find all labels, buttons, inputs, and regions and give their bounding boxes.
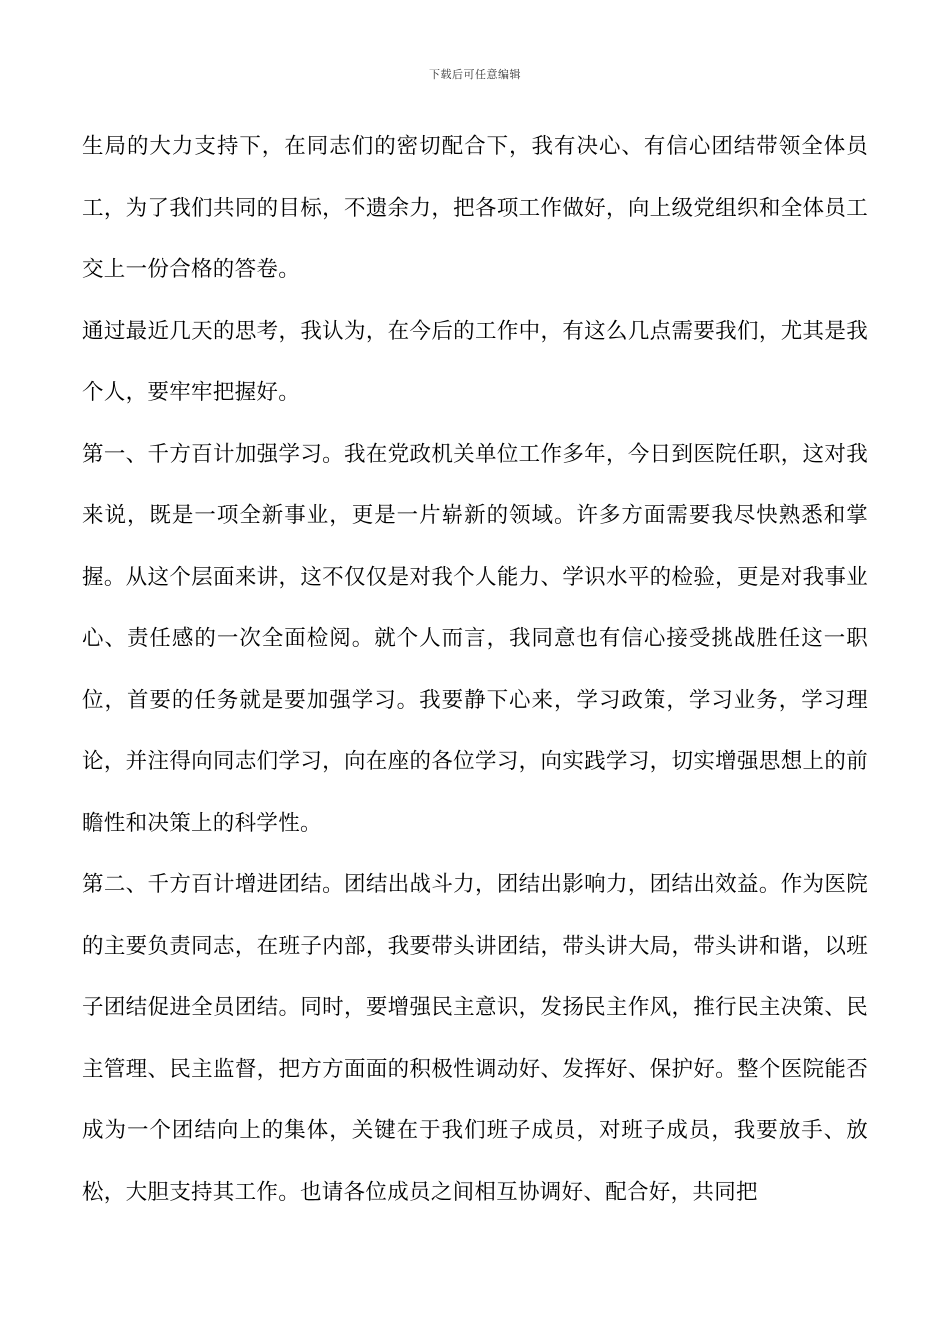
paragraph-continuation: 生局的大力支持下，在同志们的密切配合下，我有决心、有信心团结带领全体员工，为了我们共同的目标，不遗余力，把各项工作做好，向上级党组织和全体员工交上一份合格的答卷。 xyxy=(82,134,868,282)
document-body xyxy=(82,116,868,1223)
paragraph-reflection: 通过最近几天的思考，我认为，在今后的工作中，有这么几点需要我们，尤其是我个人，要牢牢把握好。 xyxy=(82,318,868,405)
paragraph-point-one-learning: 第一、千方百计加强学习。我在党政机关单位工作多年，今日到医院任职，这对我来说，既是一项全新事业，更是一片崭新的领域。许多方面需要我尽快熟悉和掌握。从这个层面来讲，这不仅仅是对我个人能力、学识水平的检验，更是对我事业心、责任感的一次全面检阅。就个人而言，我同意也有信心接受挑战胜任这一职位，首要的任务就是要加强学习。我要静下心来，学习政策，学习业务，学习理论，并注得向同志们学习，向在座的各位学习，向实践学习，切实增强思想上的前瞻性和决策上的科学性。 xyxy=(82,441,868,836)
paragraph-point-two-unity: 第二、千方百计增进团结。团结出战斗力，团结出影响力，团结出效益。作为医院的主要负责同志，在班子内部，我要带头讲团结，带头讲大局，带头讲和谐，以班子团结促进全员团结。同时，要增强民主意识，发扬民主作风，推行民主决策、民主管理、民主监督，把方方面面的积极性调动好、发挥好、保护好。整个医院能否成为一个团结向上的集体，关键在于我们班子成员，对班子成员，我要放手、放松，大胆支持其工作。也请各位成员之间相互协调好、配合好，共同把 xyxy=(82,872,868,1205)
header-note: 下载后可任意编辑 xyxy=(429,68,521,81)
